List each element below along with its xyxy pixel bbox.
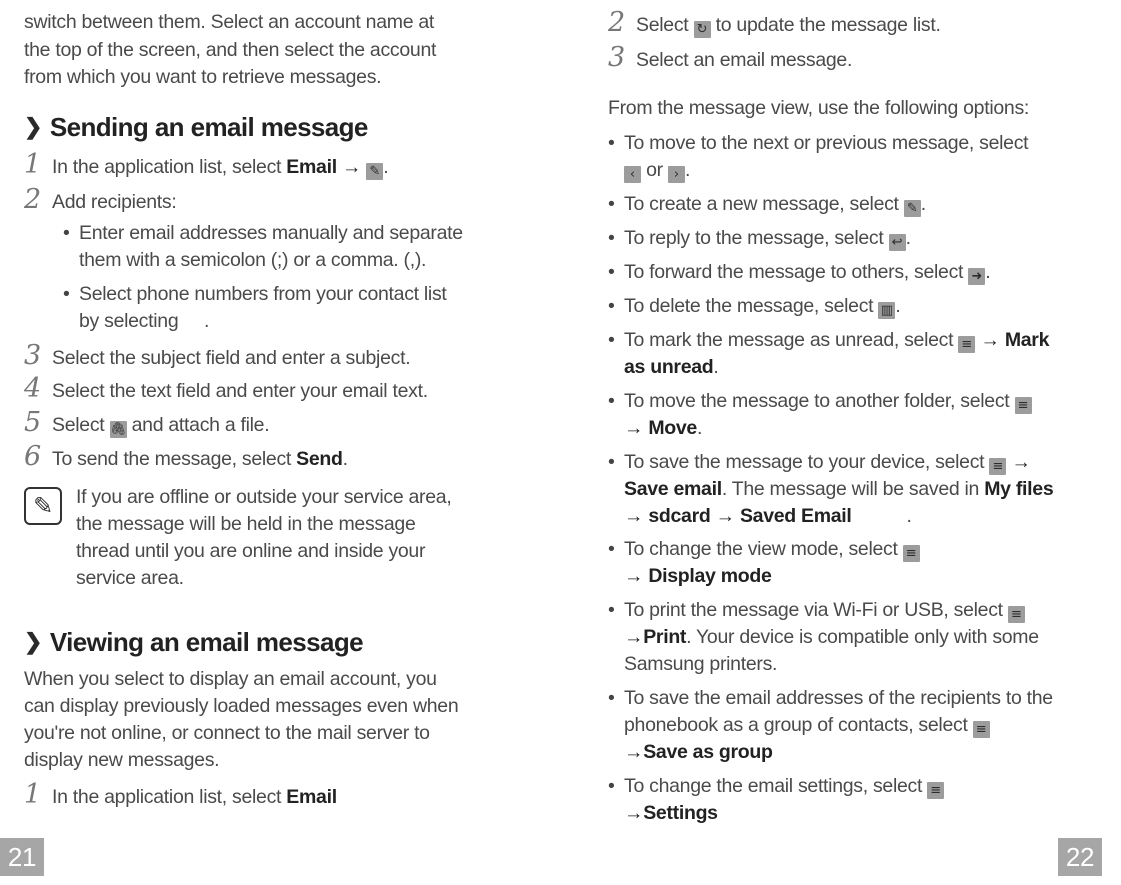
chevron-right-icon: ❯ bbox=[24, 629, 42, 654]
list-item: • Enter email addresses manually and separate them with a semicolon (;) or a comma. (,). bbox=[79, 220, 463, 274]
forward-icon: ➜ bbox=[968, 268, 985, 285]
step-1: 1 In the application list, select Email → ✎ . bbox=[24, 149, 389, 180]
list-item: • Select phone numbers from your contact list by selecting . bbox=[79, 281, 447, 335]
menu-icon: ≡ bbox=[989, 458, 1006, 475]
step-6: 6 To send the message, select Send. bbox=[24, 441, 348, 472]
step-5: 5 Select 🖇 and attach a file. bbox=[24, 407, 270, 438]
view-step-1: 1 In the application list, select Email bbox=[24, 779, 337, 810]
step-3: 3 Select an email message. bbox=[608, 42, 853, 73]
list-item: • To save the email addresses of the recipients to the phonebook as a group of contacts, select ≡ →Save as group bbox=[624, 685, 1053, 766]
list-item: • To change the view mode, select ≡ → Display mode bbox=[624, 536, 920, 590]
menu-icon: ≡ bbox=[958, 336, 975, 353]
list-item: • To move the message to another folder, select ≡ → Move. bbox=[624, 388, 1032, 442]
list-item: • To reply to the message, select ↩ . bbox=[624, 225, 911, 252]
list-item: • To save the message to your device, select ≡ → Save email. The message will be saved in My files → sdcard → Saved Email . bbox=[624, 449, 1053, 530]
step-2: 2 Select ↻ to update the message list. bbox=[608, 7, 941, 38]
chevron-right-icon: ❯ bbox=[24, 114, 42, 139]
menu-icon: ≡ bbox=[973, 721, 990, 738]
list-item: • To print the message via Wi-Fi or USB, select ≡ →Print. Your device is compatible only with some Samsung printers. bbox=[624, 597, 1039, 678]
menu-icon: ≡ bbox=[903, 545, 920, 562]
menu-icon: ≡ bbox=[927, 782, 944, 799]
paperclip-icon: 🖇 bbox=[109, 422, 127, 437]
page-number: 22 bbox=[1058, 838, 1102, 876]
list-item: • To delete the message, select ▥ . bbox=[624, 293, 901, 320]
intro-line: the top of the screen, and then select the account bbox=[24, 39, 437, 61]
chevron-left-icon: ‹ bbox=[624, 166, 641, 183]
step-2: 2 Add recipients: bbox=[24, 184, 177, 215]
page-number: 21 bbox=[0, 838, 44, 876]
chevron-right-icon: › bbox=[668, 166, 685, 183]
list-item: • To create a new message, select ✎ . bbox=[624, 191, 926, 218]
viewing-paragraph: When you select to display an email account, you can display previously loaded messages even when you're not online, or connect to the mail server to display new messages. bbox=[24, 668, 459, 771]
section-heading-sending: ❯ Sending an email message bbox=[24, 112, 368, 142]
list-item: • To move to the next or previous message, select ‹ or › . bbox=[624, 130, 1028, 184]
note-text: If you are offline or outside your service area, the message will be held in the message thread until you are online and inside your service area. bbox=[76, 486, 452, 589]
list-item: • To change the email settings, select ≡ →Settings bbox=[624, 773, 944, 827]
compose-icon: ✎ bbox=[366, 163, 383, 180]
compose-icon: ✎ bbox=[904, 200, 921, 217]
note-pencil-icon: ✎ bbox=[24, 487, 62, 525]
options-intro: From the message view, use the following options: bbox=[608, 97, 1030, 119]
step-3: 3 Select the subject field and enter a subject. bbox=[24, 340, 411, 371]
menu-icon: ≡ bbox=[1008, 606, 1025, 623]
refresh-icon: ↻ bbox=[694, 21, 711, 38]
intro-line: switch between them. Select an account name at bbox=[24, 11, 435, 33]
menu-icon: ≡ bbox=[1015, 397, 1032, 414]
list-item: • To mark the message as unread, select ≡ → Mark as unread. bbox=[624, 327, 1049, 381]
intro-line: from which you want to retrieve messages. bbox=[24, 66, 382, 88]
list-item: • To forward the message to others, select ➜ . bbox=[624, 259, 990, 286]
section-heading-viewing: ❯ Viewing an email message bbox=[24, 627, 364, 657]
trash-icon: ▥ bbox=[878, 302, 895, 319]
step-4: 4 Select the text field and enter your email text. bbox=[24, 373, 428, 404]
reply-icon: ↩ bbox=[889, 234, 906, 251]
